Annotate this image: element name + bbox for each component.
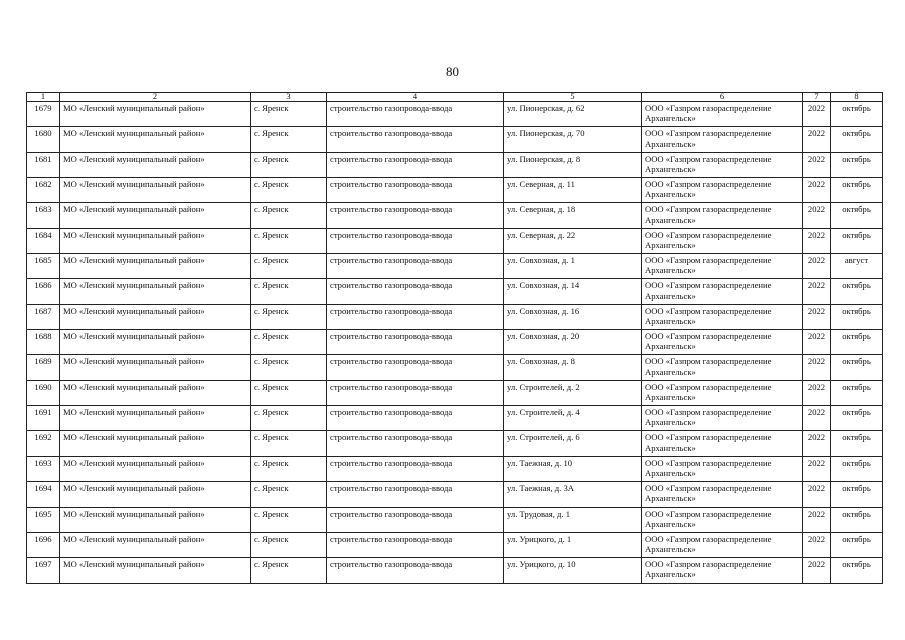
row-number-cell: 1689	[27, 355, 60, 380]
work-type-cell: строительство газопровода-ввода	[327, 330, 504, 355]
organization-cell: ООО «Газпром газораспределение Архангельск»	[642, 152, 803, 177]
settlement-cell: с. Яренск	[251, 279, 327, 304]
year-cell: 2022	[803, 355, 831, 380]
settlement-cell: с. Яренск	[251, 355, 327, 380]
column-header: 6	[642, 93, 803, 102]
municipality-cell: МО «Ленский муниципальный район»	[60, 102, 251, 127]
month-cell: октябрь	[831, 558, 883, 583]
year-cell: 2022	[803, 431, 831, 456]
row-number-cell: 1681	[27, 152, 60, 177]
organization-cell: ООО «Газпром газораспределение Архангельск»	[642, 355, 803, 380]
organization-cell: ООО «Газпром газораспределение Архангельск»	[642, 304, 803, 329]
year-cell: 2022	[803, 456, 831, 481]
year-cell: 2022	[803, 127, 831, 152]
address-cell: ул. Северная, д. 22	[504, 228, 642, 253]
row-number-cell: 1680	[27, 127, 60, 152]
organization-cell: ООО «Газпром газораспределение Архангельск»	[642, 456, 803, 481]
work-type-cell: строительство газопровода-ввода	[327, 178, 504, 203]
work-type-cell: строительство газопровода-ввода	[327, 406, 504, 431]
row-number-cell: 1685	[27, 254, 60, 279]
header-row	[27, 93, 883, 102]
organization-cell: ООО «Газпром газораспределение Архангельск»	[642, 330, 803, 355]
row-number-cell: 1679	[27, 102, 60, 127]
address-cell: ул. Совхозная, д. 1	[504, 254, 642, 279]
row-number-cell: 1688	[27, 330, 60, 355]
settlement-cell: с. Яренск	[251, 254, 327, 279]
table-row	[27, 355, 883, 380]
month-cell: август	[831, 254, 883, 279]
column-header: 1	[27, 93, 60, 102]
row-number-cell: 1695	[27, 507, 60, 532]
work-type-cell: строительство газопровода-ввода	[327, 304, 504, 329]
settlement-cell: с. Яренск	[251, 228, 327, 253]
settlement-cell: с. Яренск	[251, 152, 327, 177]
municipality-cell: МО «Ленский муниципальный район»	[60, 279, 251, 304]
work-type-cell: строительство газопровода-ввода	[327, 431, 504, 456]
work-type-cell: строительство газопровода-ввода	[327, 152, 504, 177]
address-cell: ул. Трудовая, д. 1	[504, 507, 642, 532]
settlement-cell: с. Яренск	[251, 304, 327, 329]
work-type-cell: строительство газопровода-ввода	[327, 254, 504, 279]
settlement-cell: с. Яренск	[251, 431, 327, 456]
table-row	[27, 304, 883, 329]
column-header: 5	[504, 93, 642, 102]
address-cell: ул. Строителей, д. 4	[504, 406, 642, 431]
address-cell: ул. Таежная, д. 3А	[504, 482, 642, 507]
address-cell: ул. Совхозная, д. 8	[504, 355, 642, 380]
table-header	[27, 93, 883, 102]
column-header: 2	[60, 93, 251, 102]
address-cell: ул. Строителей, д. 2	[504, 380, 642, 405]
settlement-cell: с. Яренск	[251, 482, 327, 507]
year-cell: 2022	[803, 304, 831, 329]
address-cell: ул. Совхозная, д. 16	[504, 304, 642, 329]
table-row	[27, 431, 883, 456]
row-number-cell: 1694	[27, 482, 60, 507]
settlement-cell: с. Яренск	[251, 532, 327, 557]
municipality-cell: МО «Ленский муниципальный район»	[60, 228, 251, 253]
organization-cell: ООО «Газпром газораспределение Архангельск»	[642, 532, 803, 557]
work-type-cell: строительство газопровода-ввода	[327, 532, 504, 557]
work-type-cell: строительство газопровода-ввода	[327, 482, 504, 507]
work-type-cell: строительство газопровода-ввода	[327, 102, 504, 127]
month-cell: октябрь	[831, 355, 883, 380]
row-number-cell: 1684	[27, 228, 60, 253]
table-row	[27, 152, 883, 177]
municipality-cell: МО «Ленский муниципальный район»	[60, 203, 251, 228]
table-row	[27, 203, 883, 228]
table-row	[27, 482, 883, 507]
municipality-cell: МО «Ленский муниципальный район»	[60, 558, 251, 583]
year-cell: 2022	[803, 254, 831, 279]
settlement-cell: с. Яренск	[251, 127, 327, 152]
work-type-cell: строительство газопровода-ввода	[327, 127, 504, 152]
organization-cell: ООО «Газпром газораспределение Архангельск»	[642, 228, 803, 253]
column-header: 8	[831, 93, 883, 102]
month-cell: октябрь	[831, 279, 883, 304]
month-cell: октябрь	[831, 178, 883, 203]
organization-cell: ООО «Газпром газораспределение Архангельск»	[642, 482, 803, 507]
address-cell: ул. Пионерская, д. 70	[504, 127, 642, 152]
address-cell: ул. Северная, д. 18	[504, 203, 642, 228]
table-row	[27, 380, 883, 405]
year-cell: 2022	[803, 558, 831, 583]
column-header: 7	[803, 93, 831, 102]
municipality-cell: МО «Ленский муниципальный район»	[60, 431, 251, 456]
table-row	[27, 254, 883, 279]
table-row	[27, 228, 883, 253]
organization-cell: ООО «Газпром газораспределение Архангельск»	[642, 102, 803, 127]
work-type-cell: строительство газопровода-ввода	[327, 203, 504, 228]
month-cell: октябрь	[831, 380, 883, 405]
settlement-cell: с. Яренск	[251, 203, 327, 228]
address-cell: ул. Строителей, д. 6	[504, 431, 642, 456]
table-row	[27, 279, 883, 304]
table-row	[27, 558, 883, 583]
month-cell: октябрь	[831, 228, 883, 253]
address-cell: ул. Пионерская, д. 62	[504, 102, 642, 127]
table-row	[27, 127, 883, 152]
month-cell: октябрь	[831, 406, 883, 431]
municipality-cell: МО «Ленский муниципальный район»	[60, 127, 251, 152]
row-number-cell: 1686	[27, 279, 60, 304]
municipality-cell: МО «Ленский муниципальный район»	[60, 304, 251, 329]
address-cell: ул. Совхозная, д. 14	[504, 279, 642, 304]
organization-cell: ООО «Газпром газораспределение Архангельск»	[642, 406, 803, 431]
organization-cell: ООО «Газпром газораспределение Архангельск»	[642, 254, 803, 279]
settlement-cell: с. Яренск	[251, 102, 327, 127]
table-row	[27, 102, 883, 127]
year-cell: 2022	[803, 380, 831, 405]
year-cell: 2022	[803, 532, 831, 557]
table-row	[27, 178, 883, 203]
municipality-cell: МО «Ленский муниципальный район»	[60, 482, 251, 507]
table-row	[27, 456, 883, 481]
row-number-cell: 1682	[27, 178, 60, 203]
work-type-cell: строительство газопровода-ввода	[327, 355, 504, 380]
table-row	[27, 507, 883, 532]
work-type-cell: строительство газопровода-ввода	[327, 380, 504, 405]
month-cell: октябрь	[831, 532, 883, 557]
organization-cell: ООО «Газпром газораспределение Архангельск»	[642, 380, 803, 405]
municipality-cell: МО «Ленский муниципальный район»	[60, 330, 251, 355]
work-type-cell: строительство газопровода-ввода	[327, 507, 504, 532]
month-cell: октябрь	[831, 507, 883, 532]
settlement-cell: с. Яренск	[251, 406, 327, 431]
settlement-cell: с. Яренск	[251, 456, 327, 481]
year-cell: 2022	[803, 406, 831, 431]
month-cell: октябрь	[831, 431, 883, 456]
settlement-cell: с. Яренск	[251, 178, 327, 203]
year-cell: 2022	[803, 152, 831, 177]
municipality-cell: МО «Ленский муниципальный район»	[60, 532, 251, 557]
organization-cell: ООО «Газпром газораспределение Архангельск»	[642, 279, 803, 304]
organization-cell: ООО «Газпром газораспределение Архангельск»	[642, 431, 803, 456]
month-cell: октябрь	[831, 482, 883, 507]
year-cell: 2022	[803, 102, 831, 127]
month-cell: октябрь	[831, 330, 883, 355]
page-number: 80	[446, 64, 459, 79]
work-type-cell: строительство газопровода-ввода	[327, 279, 504, 304]
address-cell: ул. Северная, д. 11	[504, 178, 642, 203]
municipality-cell: МО «Ленский муниципальный район»	[60, 178, 251, 203]
year-cell: 2022	[803, 279, 831, 304]
settlement-cell: с. Яренск	[251, 507, 327, 532]
month-cell: октябрь	[831, 456, 883, 481]
table-row	[27, 406, 883, 431]
year-cell: 2022	[803, 482, 831, 507]
month-cell: октябрь	[831, 203, 883, 228]
municipality-cell: МО «Ленский муниципальный район»	[60, 456, 251, 481]
table-body	[27, 102, 883, 584]
row-number-cell: 1693	[27, 456, 60, 481]
municipality-cell: МО «Ленский муниципальный район»	[60, 406, 251, 431]
settlement-cell: с. Яренск	[251, 380, 327, 405]
organization-cell: ООО «Газпром газораспределение Архангельск»	[642, 507, 803, 532]
municipality-cell: МО «Ленский муниципальный район»	[60, 152, 251, 177]
organization-cell: ООО «Газпром газораспределение Архангельск»	[642, 203, 803, 228]
municipality-cell: МО «Ленский муниципальный район»	[60, 355, 251, 380]
month-cell: октябрь	[831, 304, 883, 329]
row-number-cell: 1683	[27, 203, 60, 228]
work-type-cell: строительство газопровода-ввода	[327, 558, 504, 583]
organization-cell: ООО «Газпром газораспределение Архангельск»	[642, 178, 803, 203]
work-type-cell: строительство газопровода-ввода	[327, 456, 504, 481]
organization-cell: ООО «Газпром газораспределение Архангельск»	[642, 558, 803, 583]
address-cell: ул. Пионерская, д. 8	[504, 152, 642, 177]
year-cell: 2022	[803, 178, 831, 203]
year-cell: 2022	[803, 330, 831, 355]
address-cell: ул. Урицкого, д. 1	[504, 532, 642, 557]
year-cell: 2022	[803, 228, 831, 253]
address-cell: ул. Таежная, д. 10	[504, 456, 642, 481]
work-type-cell: строительство газопровода-ввода	[327, 228, 504, 253]
row-number-cell: 1690	[27, 380, 60, 405]
table-row	[27, 532, 883, 557]
row-number-cell: 1696	[27, 532, 60, 557]
municipality-cell: МО «Ленский муниципальный район»	[60, 254, 251, 279]
settlement-cell: с. Яренск	[251, 558, 327, 583]
month-cell: октябрь	[831, 152, 883, 177]
address-cell: ул. Совхозная, д. 20	[504, 330, 642, 355]
address-cell: ул. Урицкого, д. 10	[504, 558, 642, 583]
registry-table	[26, 92, 883, 584]
table-row	[27, 330, 883, 355]
year-cell: 2022	[803, 507, 831, 532]
month-cell: октябрь	[831, 102, 883, 127]
row-number-cell: 1697	[27, 558, 60, 583]
row-number-cell: 1687	[27, 304, 60, 329]
row-number-cell: 1691	[27, 406, 60, 431]
column-header: 4	[327, 93, 504, 102]
municipality-cell: МО «Ленский муниципальный район»	[60, 380, 251, 405]
column-header: 3	[251, 93, 327, 102]
year-cell: 2022	[803, 203, 831, 228]
municipality-cell: МО «Ленский муниципальный район»	[60, 507, 251, 532]
settlement-cell: с. Яренск	[251, 330, 327, 355]
row-number-cell: 1692	[27, 431, 60, 456]
month-cell: октябрь	[831, 127, 883, 152]
organization-cell: ООО «Газпром газораспределение Архангельск»	[642, 127, 803, 152]
